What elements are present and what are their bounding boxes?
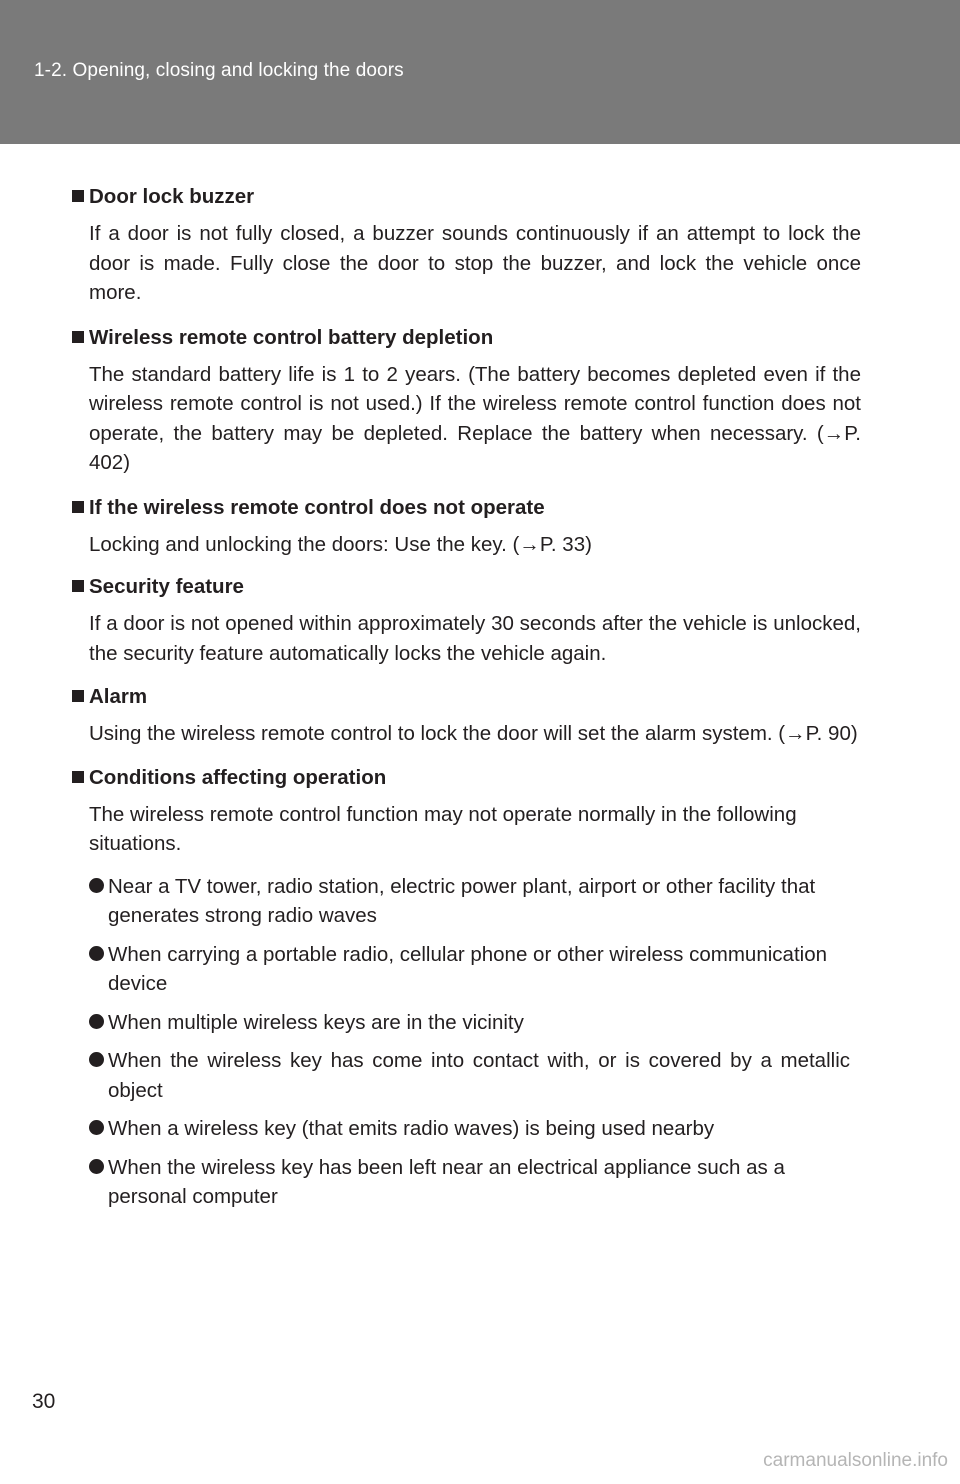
bullet-dot-icon — [89, 1159, 104, 1174]
section-heading: Wireless remote control battery depletion — [0, 321, 960, 355]
square-bullet-icon — [72, 580, 84, 592]
square-bullet-icon — [72, 771, 84, 783]
section-text: The wireless remote control function may not operate normally in the following situations. — [89, 802, 797, 855]
section-door-lock-buzzer — [0, 180, 960, 308]
section-heading: Conditions affecting operation — [0, 761, 960, 795]
section-heading: Door lock buzzer — [0, 180, 960, 214]
list-item: When the wireless key has come into contact with, or is covered by a metallic object — [108, 1037, 850, 1105]
page-content — [0, 180, 960, 1212]
section-heading: Security feature — [0, 570, 960, 604]
list-item: When carrying a portable radio, cellular phone or other wireless communication device — [108, 931, 850, 999]
square-bullet-icon — [72, 501, 84, 513]
bullet-dot-icon — [89, 1120, 104, 1135]
list-item: When the wireless key has been left near an electrical appliance such as a personal computer — [108, 1144, 850, 1212]
section-text: If a door is not fully closed, a buzzer sounds continuously if an attempt to lock the door is made. Fully close the door to stop the buzzer, and lock the vehicle once more. — [89, 222, 861, 304]
section-title: 1-2. Opening, closing and locking the doors — [34, 60, 404, 81]
page-number: 30 — [32, 1390, 56, 1413]
conditions-list — [0, 863, 960, 1212]
bullet-dot-icon — [89, 1014, 104, 1029]
list-item: Near a TV tower, radio station, electric power plant, airport or other facility that generates strong radio waves — [108, 863, 850, 931]
watermark: carmanualsonline.info — [763, 1450, 948, 1471]
list-item: When a wireless key (that emits radio waves) is being used nearby — [108, 1105, 850, 1144]
header-bar — [0, 0, 960, 144]
list-item: When multiple wireless keys are in the vicinity — [108, 999, 850, 1038]
section-remote-not-operate — [0, 491, 960, 560]
section-text: Locking and unlocking the doors: Use the key. (→P. 33) — [89, 532, 592, 556]
square-bullet-icon — [72, 690, 84, 702]
section-heading: Alarm — [0, 680, 960, 714]
square-bullet-icon — [72, 331, 84, 343]
section-text: If a door is not opened within approximately 30 seconds after the vehicle is unlocked, the security feature automatically locks the vehicle again. — [89, 612, 861, 665]
bullet-dot-icon — [89, 946, 104, 961]
section-heading: If the wireless remote control does not operate — [0, 491, 960, 525]
bullet-dot-icon — [89, 1052, 104, 1067]
section-text: The standard battery life is 1 to 2 years. (The battery becomes depleted even if the wireless remote control is not used.) If the wireless remote control function does not operate, the battery may be depleted. Replace the battery when necessary. (→P. 402) — [89, 362, 861, 474]
section-conditions — [0, 761, 960, 1212]
square-bullet-icon — [72, 190, 84, 202]
section-text: Using the wireless remote control to lock the door will set the alarm system. (→P. 90) — [89, 722, 858, 745]
bullet-dot-icon — [89, 878, 104, 893]
section-battery-depletion — [0, 321, 960, 478]
section-alarm — [0, 680, 960, 749]
section-security-feature — [0, 570, 960, 668]
